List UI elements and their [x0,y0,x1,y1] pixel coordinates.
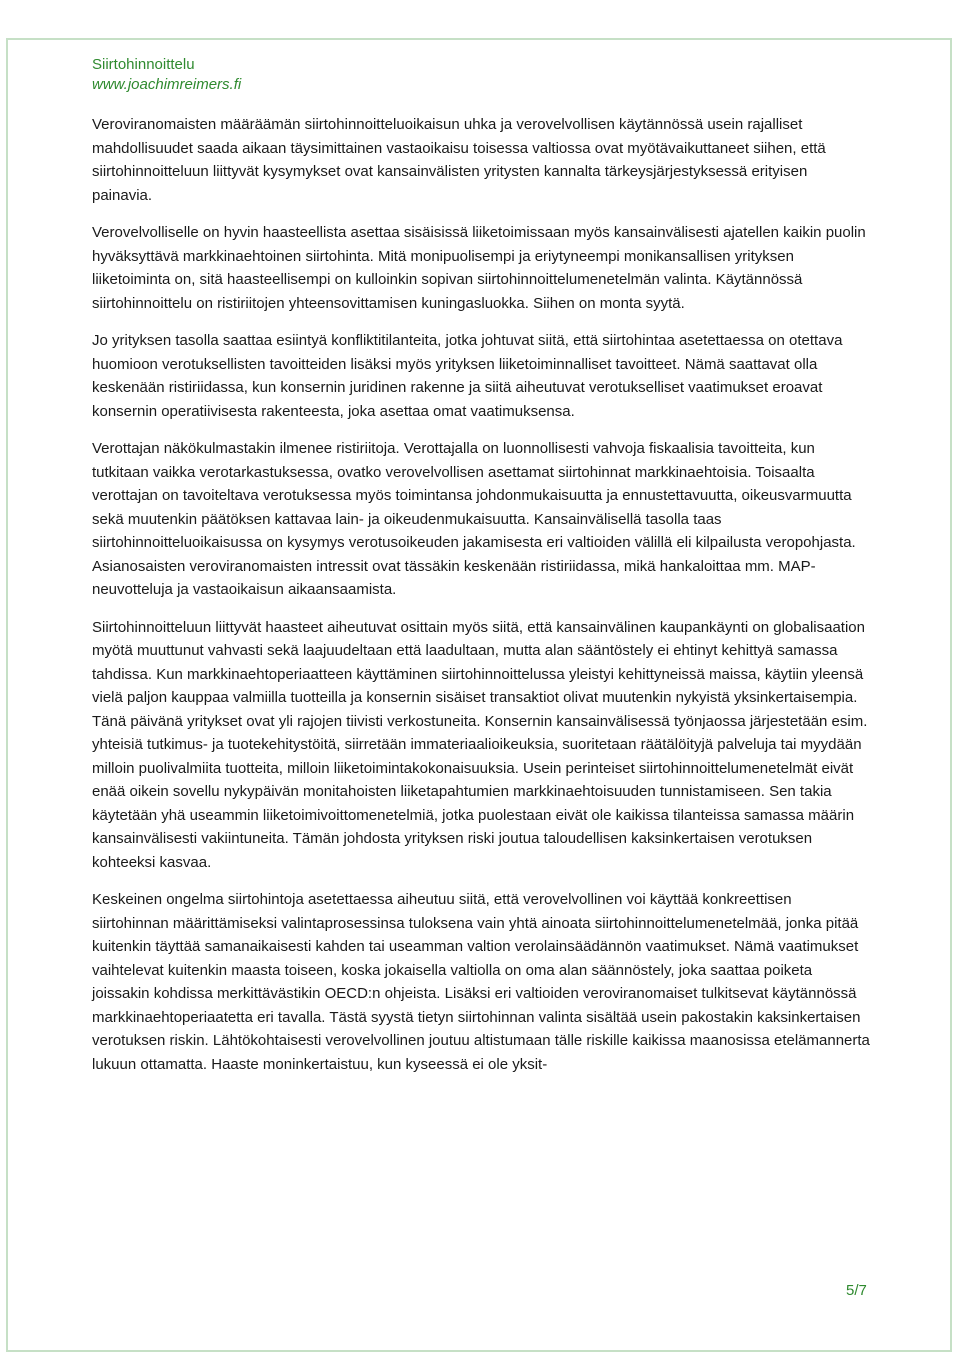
page-number: 5/7 [846,1282,867,1299]
paragraph-2: Verovelvolliselle on hyvin haasteellista asettaa sisäisissä liiketoimissaan myös kansainvälisesti ajatellen kaikin puolin hyväksyttävä markkinaehtoinen siirtohinta. Mitä monipuolisempi ja eriytyneempi monikansallisen yrityksen liiketoiminta on, sitä haasteellisempi on kulloinkin sopivan siirtohinnoittelumenetelmän valinta. Käytännössä siirtohinnoittelu on ristiriitojen yhteensovittamisen kuningasluokka. Siihen on monta syytä. [92,224,866,312]
website-link[interactable]: www.joachimreimers.fi [92,76,242,93]
paragraph-4: Verottajan näkökulmastakin ilmenee ristiriitoja. Verottajalla on luonnollisesti vahvoja fiskaalisia tavoitteita, kun tutkitaan vaikka verotarkastuksessa, ovatko verovelvollisen asettamat siirtohinnat markkinaehtoisia. Toisaalta verottajan on tavoiteltava verotuksessa myös toimintansa johdonmukaisuutta ja ennustettavuutta, oikeusvarmuutta sekä muutenkin päätöksen kattavaa lain- ja oikeudenmukaisuutta. Kansainvälisellä tasolla taas siirtohinnoitteluoikaisussa on kysymys verotusoikeuden jakamisesta eri valtioiden välillä eli kilpailusta veropohjasta. Asianosaisten veroviranomaisten intressit ovat tässäkin keskenään ristiriidassa, mikä hankaloittaa mm. MAP-neuvotteluja ja vastaoikaisun aikaansaamista. [92,440,856,598]
paragraph-3: Jo yrityksen tasolla saattaa esiintyä konfliktitilanteita, jotka johtuvat siitä, että siirtohintaa asetettaessa on otettava huomioon verotuksellisten tavoitteiden lisäksi myös yrityksen liiketoiminnalliset tavoitteet. Nämä saattavat olla keskenään ristiriidassa, kun konsernin juridinen rakenne ja siitä aiheutuvat verotukselliset vaatimukset eroavat konsernin operatiivisesta rakenteesta, joka asettaa omat vaatimuksensa. [92,332,843,420]
document-title: Siirtohinnoittelu [92,56,195,73]
paragraph-5: Siirtohinnoitteluun liittyvät haasteet aiheutuvat osittain myös siitä, että kansainvälinen kaupankäynti on globalisaation myötä muuttunut vahvasti sekä laajuudeltaan että laadultaan, mutta alan sääntöstely ei ehtinyt kehittyä samassa tahdissa. Kun markkinaehtoperiaatteen käyttäminen siirtohinnoittelussa yleistyi kehittyneissä maissa, käytiin yleensä vielä paljon kauppaa valmiilla tuotteilla ja konsernin sisäiset transaktiot olivat muutenkin nykyistä yksinkertaisempia. Tänä päivänä yritykset ovat yli rajojen tiivisti verkostuneita. Konsernin kansainvälisessä työnjaossa järjestetään esim. yhteisiä tutkimus- ja tuotekehitystöitä, siirretään immateriaalioikeuksia, suoritetaan räätälöityjä palveluja tai myydään milloin puolivalmiita tuotteita, milloin liiketoimintakokonaisuuksia. Usein perinteiset siirtohinnoittelumenetelmät eivät enää oikein sovellu nykypäivän monitahoisten liiketapahtumien markkinaehtoisuuden tunnistamiseen. Sen takia käytetään yhä useammin liiketoimivoittomenetelmiä, jotka puolestaan eivät ole kaikissa tilanteissa samassa määrin kansainvälisesti vakiintuneita. Tämän johdosta yrityksen riski joutua taloudellisen kaksinkertaisen verotuksen kohteeksi kasvaa. [92,618,868,871]
paragraph-6: Keskeinen ongelma siirtohintoja asetettaessa aiheutuu siitä, että verovelvollinen voi käyttää konkreettisen siirtohinnan määrittämiseksi valintaprosessinsa tuloksena vain yhtä ainoata siirtohinnoittelumenetelmää, jonka pitää kuitenkin täyttää samanaikaisesti kahden tai useamman valtion verolainsäädännön vaatimukset. Nämä vaatimukset vaihtelevat kuitenkin maasta toiseen, koska jokaisella valtiolla on oma alan säännöstely, joka saattaa poiketa joissakin kohdissa merkittävästikin OECD:n ohjeista. Lisäksi eri valtioiden veroviranomaiset tulkitsevat käytännössä markkinaehtoperiaatetta eri tavalla. Tästä syystä tietyn siirtohinnan valinta sisältää usein pakostakin kaksinkertaisen verotuksen riskin. Lähtökohtaisesti verovelvollinen joutuu altistumaan tälle riskille kaikissa maanosissa etelämannerta lukuun ottamatta. Haaste moninkertaistuu, kun kyseessä ei ole yksit- [92,891,870,1073]
page-header [92,55,241,95]
paragraph-1: Veroviranomaisten määräämän siirtohinnoitteluoikaisun uhka ja verovelvollisen käytännössä usein rajalliset mahdollisuudet saada aikaan täysimittainen vastaoikaisu toisessa valtiossa ovat myötävaikuttaneet siihen, että siirtohinnoitteluun liittyvät kysymykset ovat kansainvälisten yritysten kannalta tärkeysjärjestyksessä erityisen painavia. [92,116,826,204]
body-text [92,113,870,1090]
